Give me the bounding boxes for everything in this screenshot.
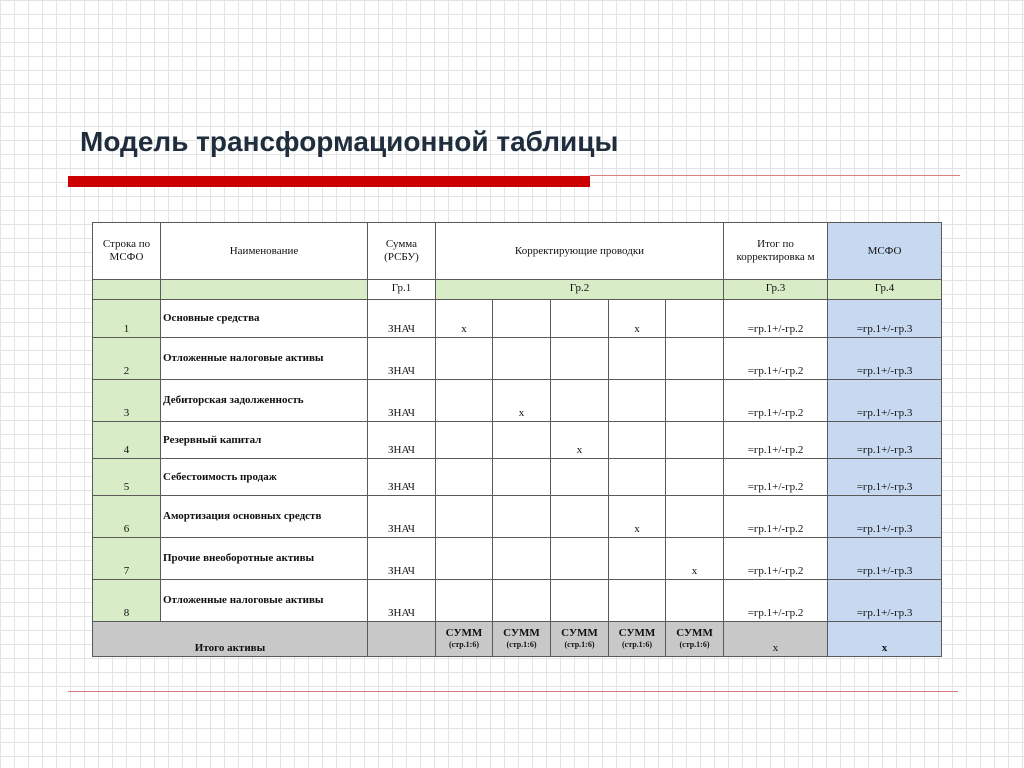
header-row (93, 223, 942, 280)
adj-cell (666, 422, 724, 459)
sum-label: СУММ (676, 627, 713, 639)
totals-sum-cell (666, 622, 724, 657)
adj-cell (666, 459, 724, 496)
adj-cell (436, 580, 493, 622)
table-row (93, 496, 942, 538)
totals-sum-cell (609, 622, 666, 657)
totals-row (93, 622, 942, 657)
row-ifrs: =гр.1+/-гр.3 (828, 459, 942, 496)
row-total-adjustments: =гр.1+/-гр.2 (724, 496, 828, 538)
row-sum: ЗНАЧ (368, 300, 436, 338)
row-number: 6 (93, 496, 161, 538)
adj-cell (436, 459, 493, 496)
table-row (93, 580, 942, 622)
adj-cell: x (551, 422, 609, 459)
slide-title: Модель трансформационной таблицы (80, 126, 619, 157)
adj-cell: x (609, 496, 666, 538)
row-name: Отложенные налоговые активы (161, 338, 368, 380)
row-ifrs: =гр.1+/-гр.3 (828, 300, 942, 338)
table-row (93, 300, 942, 338)
row-name: Основные средства (161, 300, 368, 338)
row-ifrs: =гр.1+/-гр.3 (828, 380, 942, 422)
adj-cell (436, 422, 493, 459)
sum-label: СУММ (561, 627, 598, 639)
adj-cell (493, 422, 551, 459)
group-label-1: Гр.1 (368, 280, 436, 300)
adj-cell: x (436, 300, 493, 338)
header-sum: Сумма (РСБУ) (368, 223, 436, 280)
totals-sum-cell (551, 622, 609, 657)
adj-cell (436, 380, 493, 422)
adj-cell (436, 538, 493, 580)
row-sum: ЗНАЧ (368, 538, 436, 580)
row-sum: ЗНАЧ (368, 422, 436, 459)
adj-cell (609, 538, 666, 580)
row-number: 3 (93, 380, 161, 422)
adj-cell (609, 338, 666, 380)
row-name: Дебиторская задолженность (161, 380, 368, 422)
adj-cell: x (493, 380, 551, 422)
header-total-adjustments: Итог по корректировка м (724, 223, 828, 280)
group-label-2: Гр.2 (436, 280, 724, 300)
row-total-adjustments: =гр.1+/-гр.2 (724, 338, 828, 380)
row-ifrs: =гр.1+/-гр.3 (828, 422, 942, 459)
group-label-4: Гр.4 (828, 280, 942, 300)
totals-total-adjustments: x (724, 622, 828, 657)
row-total-adjustments: =гр.1+/-гр.2 (724, 380, 828, 422)
row-number: 2 (93, 338, 161, 380)
adj-cell: x (666, 538, 724, 580)
row-sum: ЗНАЧ (368, 580, 436, 622)
totals-sum-empty (368, 622, 436, 657)
adj-cell (609, 459, 666, 496)
adj-cell (666, 380, 724, 422)
row-total-adjustments: =гр.1+/-гр.2 (724, 300, 828, 338)
adj-cell (609, 422, 666, 459)
sum-label: СУММ (618, 627, 656, 639)
transformation-table (92, 222, 942, 657)
row-ifrs: =гр.1+/-гр.3 (828, 538, 942, 580)
row-sum: ЗНАЧ (368, 380, 436, 422)
table-row (93, 338, 942, 380)
adj-cell (493, 338, 551, 380)
group-label-3: Гр.3 (724, 280, 828, 300)
header-adjustments: Корректирующие проводки (436, 223, 724, 280)
adj-cell (493, 538, 551, 580)
adj-cell (436, 338, 493, 380)
row-total-adjustments: =гр.1+/-гр.2 (724, 459, 828, 496)
row-number: 7 (93, 538, 161, 580)
table-row (93, 422, 942, 459)
row-number: 5 (93, 459, 161, 496)
adj-cell (551, 380, 609, 422)
totals-sum-cell (436, 622, 493, 657)
adj-cell: x (609, 300, 666, 338)
title-underline-bar (68, 176, 590, 187)
row-name: Резервный капитал (161, 422, 368, 459)
totals-label: Итого активы (93, 622, 368, 657)
row-total-adjustments: =гр.1+/-гр.2 (724, 580, 828, 622)
row-name: Амортизация основных средств (161, 496, 368, 538)
adj-cell (551, 459, 609, 496)
sum-range: (стр.1:6) (506, 640, 537, 649)
adj-cell (666, 300, 724, 338)
row-name: Себестоимость продаж (161, 459, 368, 496)
row-name: Отложенные налоговые активы (161, 580, 368, 622)
sum-label: СУММ (503, 627, 540, 639)
sum-range: (стр.1:6) (679, 640, 710, 649)
row-name: Прочие внеоборотные активы (161, 538, 368, 580)
row-sum: ЗНАЧ (368, 496, 436, 538)
header-name: Наименование (161, 223, 368, 280)
group-row (93, 280, 942, 300)
adj-cell (666, 580, 724, 622)
adj-cell (551, 300, 609, 338)
table-row (93, 459, 942, 496)
row-ifrs: =гр.1+/-гр.3 (828, 338, 942, 380)
row-number: 1 (93, 300, 161, 338)
adj-cell (493, 300, 551, 338)
sum-range: (стр.1:6) (564, 640, 595, 649)
adj-cell (609, 380, 666, 422)
row-sum: ЗНАЧ (368, 338, 436, 380)
header-row-no: Строка по МСФО (93, 223, 161, 280)
header-ifrs: МСФО (828, 223, 942, 280)
row-ifrs: =гр.1+/-гр.3 (828, 496, 942, 538)
adj-cell (551, 580, 609, 622)
totals-ifrs: x (828, 622, 942, 657)
row-sum: ЗНАЧ (368, 459, 436, 496)
table-row (93, 538, 942, 580)
group-cell (93, 280, 161, 300)
footer-divider-line (68, 691, 958, 692)
adj-cell (436, 496, 493, 538)
adj-cell (493, 580, 551, 622)
row-number: 8 (93, 580, 161, 622)
row-ifrs: =гр.1+/-гр.3 (828, 580, 942, 622)
adj-cell (666, 496, 724, 538)
row-number: 4 (93, 422, 161, 459)
table-row (93, 380, 942, 422)
adj-cell (666, 338, 724, 380)
adj-cell (551, 338, 609, 380)
adj-cell (493, 459, 551, 496)
adj-cell (551, 496, 609, 538)
adj-cell (609, 580, 666, 622)
sum-range: (стр.1:6) (621, 640, 653, 649)
sum-range: (стр.1:6) (448, 640, 480, 649)
adj-cell (493, 496, 551, 538)
title-divider-line (590, 175, 960, 176)
row-total-adjustments: =гр.1+/-гр.2 (724, 538, 828, 580)
sum-label: СУММ (445, 627, 483, 639)
row-total-adjustments: =гр.1+/-гр.2 (724, 422, 828, 459)
group-cell (161, 280, 368, 300)
totals-sum-cell (493, 622, 551, 657)
adj-cell (551, 538, 609, 580)
